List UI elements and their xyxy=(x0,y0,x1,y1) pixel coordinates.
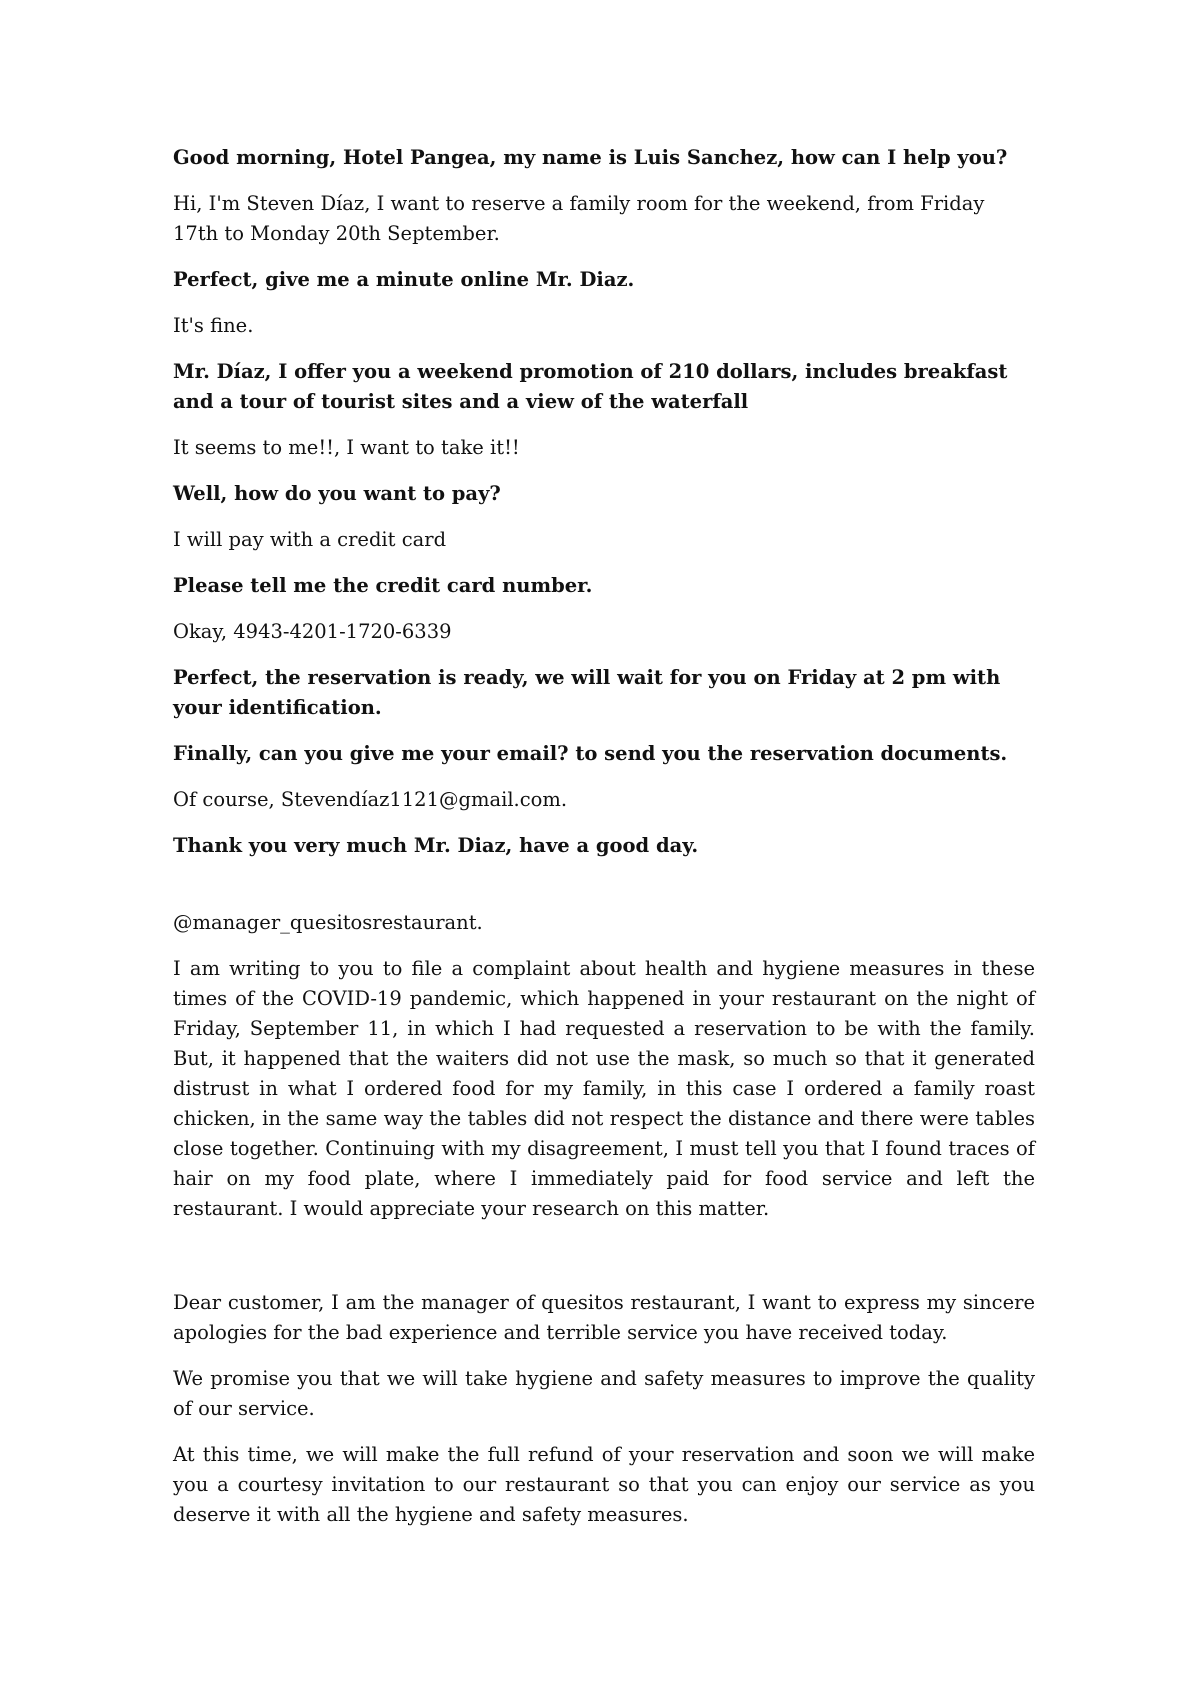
dialogue-line-receptionist: Finally, can you give me your email? to send you the reservation documents. xyxy=(173,742,1008,765)
reply-paragraph: Dear customer, I am the manager of quesitos restaurant, I want to express my sincere apologies for the bad experience and terrible service you have received today. xyxy=(173,1291,1035,1344)
dialogue-line-guest: Okay, 4943-4201-1720-6339 xyxy=(173,620,452,643)
complaint-handle: @manager_quesitosrestaurant. xyxy=(173,911,483,934)
reply-paragraph: We promise you that we will take hygiene and safety measures to improve the quality of our service. xyxy=(173,1367,1035,1420)
dialogue-line-receptionist: Thank you very much Mr. Diaz, have a good day. xyxy=(173,834,699,857)
dialogue-line-guest: I will pay with a credit card xyxy=(173,528,447,551)
dialogue-line-receptionist: Mr. Díaz, I offer you a weekend promotion of 210 dollars, includes breakfast and a tour of tourist sites and a view of the waterfall xyxy=(173,360,1008,413)
dialogue-line-guest: Of course, Stevendíaz1121@gmail.com. xyxy=(173,788,568,811)
dialogue-line-receptionist: Perfect, the reservation is ready, we will wait for you on Friday at 2 pm with your identification. xyxy=(173,666,1001,719)
dialogue-line-guest: It's fine. xyxy=(173,314,254,337)
dialogue-line-receptionist: Please tell me the credit card number. xyxy=(173,574,593,597)
complaint-body: I am writing to you to file a complaint about health and hygiene measures in these times of the COVID-19 pandemic, which happened in your restaurant on the night of Friday, September 11, in which I had requested a reservation to be with the family. But, it happened that the waiters did not use the mask, so much so that it generated distrust in what I ordered food for my family, in this case I ordered a family roast chicken, in the same way the tables did not respect the distance and there were tables close together. Continuing with my disagreement, I must tell you that I found traces of hair on my food plate, where I immediately paid for food service and left the restaurant. I would appreciate your research on this matter. xyxy=(173,957,1035,1220)
dialogue-line-receptionist: Perfect, give me a minute online Mr. Diaz. xyxy=(173,268,635,291)
reply-paragraph: At this time, we will make the full refund of your reservation and soon we will make you a courtesy invitation to our restaurant so that you can enjoy our service as you deserve it with all the hygiene and safety measures. xyxy=(173,1443,1035,1526)
dialogue-line-guest: It seems to me!!, I want to take it!! xyxy=(173,436,520,459)
dialogue-line-receptionist: Good morning, Hotel Pangea, my name is Luis Sanchez, how can I help you? xyxy=(173,146,1008,169)
dialogue-line-receptionist: Well, how do you want to pay? xyxy=(173,482,501,505)
document-body xyxy=(173,143,1035,1546)
dialogue-line-guest: Hi, I'm Steven Díaz, I want to reserve a family room for the weekend, from Friday 17th to Monday 20th September. xyxy=(173,192,985,245)
